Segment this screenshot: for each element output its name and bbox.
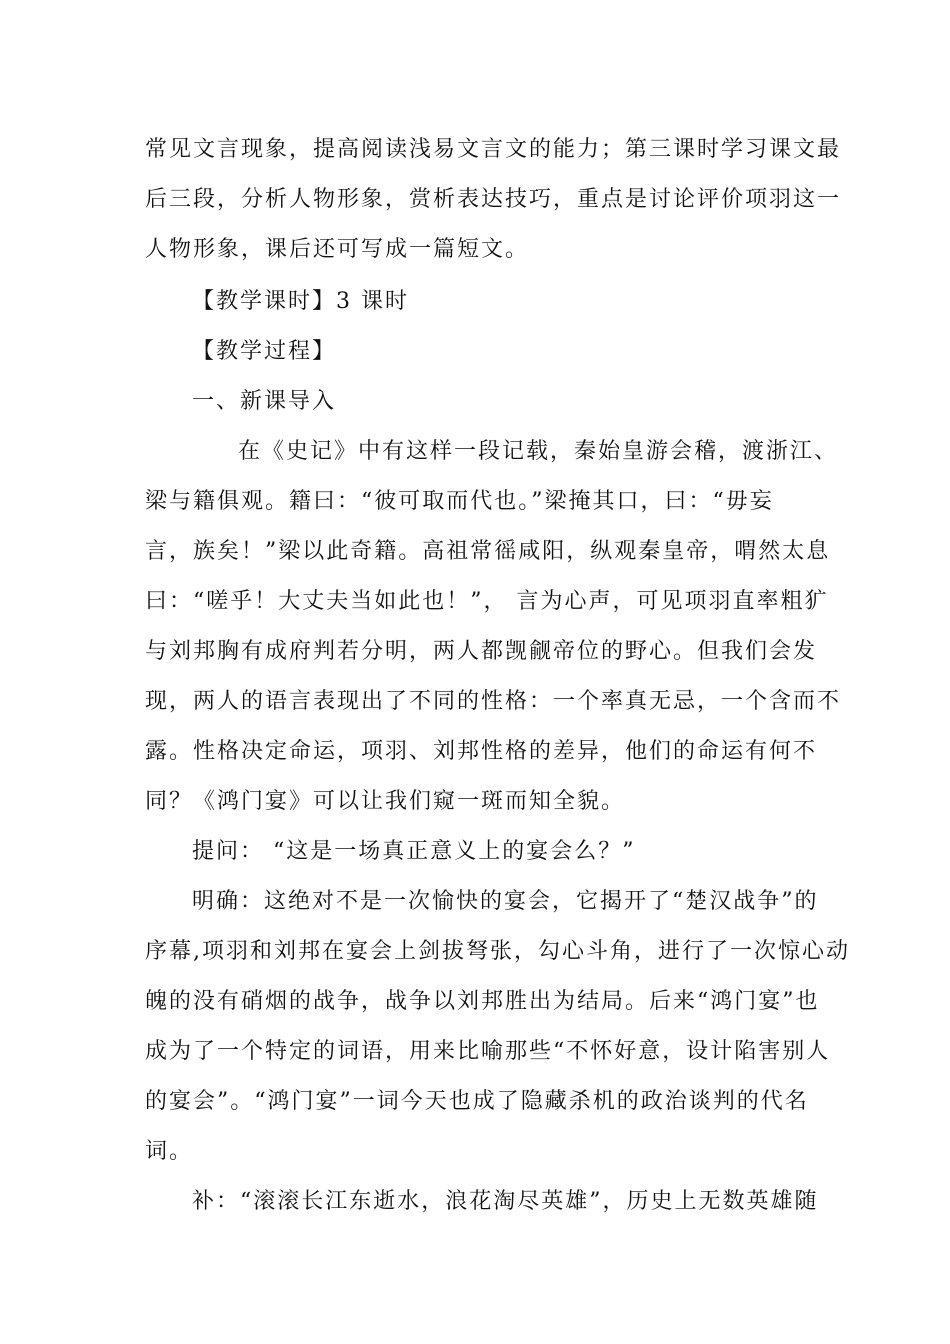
text-line: 同？《鸿门宴》可以让我们窥一斑而知全貌。 [145, 789, 626, 814]
subsection-heading-introduction: 一、新课导入 [192, 389, 337, 414]
text-line: 现，两人的语言表现出了不同的性格：一个率真无忌，一个含而不 [145, 689, 842, 714]
text-line: 与刘邦胸有成府判若分明，两人都觊觎帝位的野心。但我们会发 [145, 639, 818, 664]
text-line: 梁与籍俱观。籍曰：“彼可取而代也。”梁掩其口，曰：“毋妄 [145, 489, 774, 514]
text-line: 人物形象，课后还可写成一篇短文。 [145, 237, 530, 262]
question-line: 提问： “这是一场真正意义上的宴会么？” [192, 839, 636, 864]
text-line: 序幕,项羽和刘邦在宴会上剑拔弩张，勾心斗角，进行了一次惊心动 [145, 939, 850, 964]
text-line: 词。 [145, 1139, 194, 1164]
text-line: 的宴会”。“鸿门宴”一词今天也成了隐藏杀机的政治谈判的代名 [145, 1089, 809, 1114]
text-line: 在《史记》中有这样一段记载，秦始皇游会稽，渡浙江、 [238, 439, 839, 464]
supplement-line: 补：“滚滚长江东逝水，浪花淘尽英雄”，历史上无数英雄随 [192, 1189, 819, 1214]
text-line: 言，族矣！”梁以此奇籍。高祖常徭咸阳，纵观秦皇帝，喟然太息 [145, 539, 831, 564]
text-line: 曰：“嗟乎！大丈夫当如此也！”， 言为心声，可见项羽直率粗犷 [145, 589, 829, 614]
text-line: 魄的没有硝烟的战争，战争以刘邦胜出为结局。后来“鸿门宴”也 [145, 989, 820, 1014]
text-line: 后三段，分析人物形象，赏析表达技巧，重点是讨论评价项羽这一 [145, 187, 842, 212]
text-line: 常见文言现象，提高阅读浅易文言文的能力；第三课时学习课文最 [145, 137, 842, 162]
section-heading-teaching-process: 【教学过程】 [192, 339, 337, 364]
text-line: 成为了一个特定的词语，用来比喻那些“不怀好意，设计陷害别人 [145, 1039, 831, 1064]
text-line: 露。性格决定命运，项羽、刘邦性格的差异，他们的命运有何不 [145, 739, 818, 764]
answer-line: 明确：这绝对不是一次愉快的宴会，它揭开了“楚汉战争”的 [192, 889, 819, 914]
section-heading-lesson-hours: 【教学课时】3 课时 [192, 289, 409, 314]
